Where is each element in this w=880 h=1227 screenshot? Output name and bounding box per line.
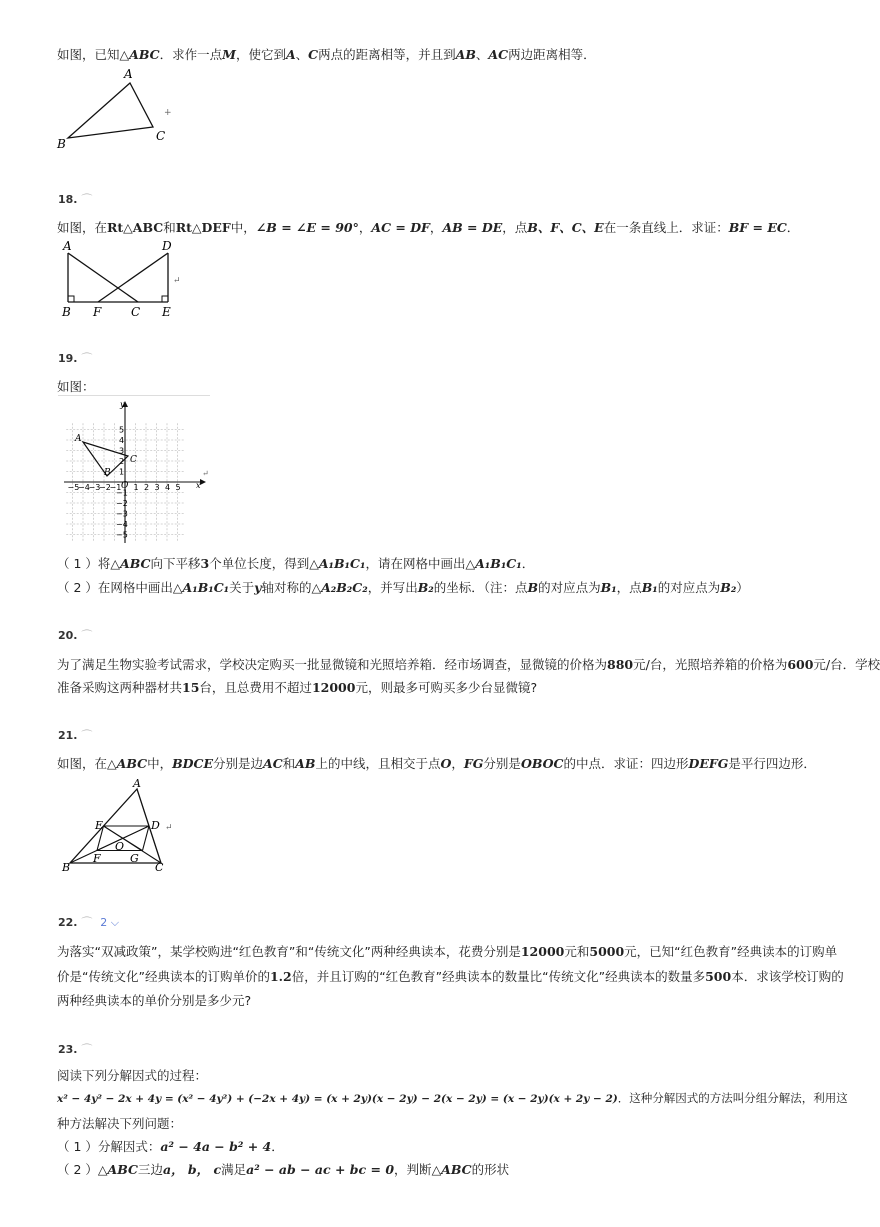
q21-quad-defg: DEFG (688, 756, 729, 771)
q21-medians: BDCE (172, 756, 213, 771)
q19-text: 个单位长度，得到 (209, 556, 310, 571)
q19-part2 (57, 578, 749, 596)
q17-label-b: B (57, 137, 66, 151)
q20-text: 准备采购这两种器材共 (57, 680, 183, 695)
q20-text: 元，则最多可购买多少台显微镜? (355, 680, 538, 695)
q22-badge-count: 2 (100, 916, 108, 929)
q17-label-c: C (156, 129, 166, 143)
q19-triangle: △ABC (110, 556, 151, 571)
q18-angle-condition: ∠B = ∠E = 90° (255, 220, 359, 235)
q23-part1-expression: a² − 4a − b² + 4 (160, 1139, 272, 1154)
q23-part1-index: （ 1 ）分解因式： (57, 1139, 161, 1154)
q23-intro-text: 阅读下列分解因式的过程： (57, 1068, 208, 1083)
q18-eq-bf-ec: BF = EC (728, 220, 787, 235)
x-tick-label: 4 (165, 483, 171, 492)
q18-mark: ↵ (173, 276, 181, 286)
q19-collapse-icon[interactable]: ⌒ (81, 352, 93, 365)
q22-badge[interactable] (100, 916, 119, 929)
q21-text: 分别是 (483, 756, 521, 771)
y-tick-label: 2 (119, 457, 125, 466)
q23-triangle: △ABC (97, 1162, 138, 1177)
q22-cost-red: 12000 (520, 944, 565, 959)
q17-text: 如图，已知 (57, 47, 120, 62)
q17-mark: + (164, 108, 172, 118)
q19-text: ） (736, 580, 749, 595)
q17-text: 、 (475, 47, 489, 62)
q19-triangle-a1b1c1: △A₁B₁C₁ (309, 556, 366, 571)
q18-text: 和 (163, 220, 176, 235)
q23-text: 种方法解决下列问题： (57, 1116, 183, 1131)
q19-text: 向下平移 (150, 556, 201, 571)
q18-rt-def: Rt△DEF (175, 220, 231, 235)
x-tick-label: −3 (88, 483, 101, 492)
q23-collapse-icon[interactable]: ⌒ (81, 1043, 93, 1056)
y-tick-label: 4 (119, 436, 125, 445)
q22-text: 本．求该学校订购的 (731, 969, 844, 984)
q23-text: ． (271, 1139, 284, 1154)
q18-text: ． (786, 220, 800, 235)
q19-point-b2: B₂ (417, 580, 434, 595)
q23-text: ．这种分解因式的方法叫分组分解法，利用这 (617, 1091, 848, 1105)
q21-number: 21. (58, 729, 78, 742)
y-tick-label: −1 (116, 488, 128, 498)
q20-incubator-price: 600 (787, 657, 814, 672)
q23-formula: x² − 4y² − 2x + 4y = (x² − 4y²) + (−2x + 4y) = (x + 2y)(x − 2y) − 2(x − 2y) = (x − 2y)(x + 2y − 2) (57, 1093, 618, 1105)
q20-text: 元/台，光照培养箱的价格为 (633, 657, 788, 672)
q21-figure (55, 775, 190, 875)
q23-part2-expression: a² − ab − ac + bc = 0 (246, 1162, 395, 1177)
y-tick-label: −4 (116, 520, 128, 529)
q21-text: ， (451, 756, 464, 771)
q19-triangle-a2b2c2: △A₂B₂C₂ (311, 580, 368, 595)
q23-sides: a， b， c (162, 1162, 222, 1177)
q18-label-e: E (162, 305, 171, 319)
x-tick-label: 2 (144, 483, 150, 492)
q21-text: 分别是边 (212, 756, 263, 771)
q20-microscope-price: 880 (607, 657, 634, 672)
q17-statement (57, 45, 596, 63)
q23-text: 的形状 (471, 1162, 510, 1177)
q23-number: 23. (58, 1043, 78, 1056)
q21-label-f: F (93, 852, 101, 865)
q22-price-ratio: 1.2 (269, 969, 292, 984)
q17-text: ．求作一点 (159, 47, 223, 62)
q19-y-axis-ref: y (254, 580, 262, 595)
q22-number: 22. (58, 916, 78, 929)
q22-text: 为落实“双减政策”，某学校购进“红色教育”和“传统文化”两种经典读本，花费分别是 (57, 944, 521, 959)
q17-text: 两点的距离相等，并且到 (318, 47, 456, 62)
q21-text: 中， (147, 756, 173, 771)
q18-text: ， (429, 220, 443, 235)
y-tick-label: −2 (116, 499, 128, 508)
q19-label-a: A (75, 434, 82, 444)
q17-text: 两边距离相等． (508, 47, 596, 62)
q18-label-f: F (93, 305, 102, 319)
q21-statement (57, 754, 816, 772)
q18-statement (57, 218, 799, 236)
x-tick-label: 1 (133, 483, 139, 492)
q17-triangle: △ABC (119, 47, 160, 62)
q23-text: 满足 (221, 1162, 247, 1177)
q21-triangle: △ABC (107, 756, 148, 771)
q21-label-b: B (62, 861, 71, 874)
q20-text: 台，且总费用不超过 (199, 680, 312, 695)
q22-text: 元，已知“红色教育”经典读本的订购单 (624, 944, 838, 959)
q19-part2-index: （ 2 ）在网格中画出 (57, 580, 173, 595)
q18-text: 如图，在 (57, 220, 108, 235)
q19-text: ． (521, 556, 535, 571)
q21-points-fg: FG (463, 756, 484, 771)
q21-header (58, 727, 92, 743)
q23-formula-line (57, 1090, 848, 1106)
q21-label-d: D (151, 819, 160, 832)
q17-label-a: A (124, 67, 133, 81)
q21-text: 上的中线，且相交于点 (315, 756, 441, 771)
q18-collapse-icon[interactable]: ⌒ (81, 193, 93, 206)
q20-text: 为了满足生物实验考试需求，学校决定购买一批显微镜和光照培养箱．经市场调查，显微镜的价格为 (57, 657, 608, 672)
x-tick-label: −1 (109, 483, 122, 492)
q20-line1 (57, 655, 880, 673)
y-tick-label: 5 (119, 425, 125, 435)
q17-side-ab: AB (455, 47, 476, 62)
q21-text: 和 (282, 756, 296, 771)
q22-cost-traditional: 5000 (589, 944, 625, 959)
q22-quantity-diff: 500 (705, 969, 732, 984)
q17-point-c: C (308, 47, 319, 62)
q23-line2 (57, 1114, 182, 1132)
q23-header (58, 1041, 92, 1057)
x-tick-label: −5 (67, 483, 80, 492)
q17-text: 、 (295, 47, 309, 62)
q19-point-b1: B₁ (641, 580, 658, 595)
q19-mark: ↵ (202, 469, 209, 478)
q21-point-o: O (440, 756, 452, 771)
q22-line2 (57, 967, 844, 985)
q19-text: ，点 (616, 580, 642, 595)
q17-point-a: A (285, 47, 296, 62)
q21-label-o: O (115, 840, 125, 853)
q21-collapse-icon[interactable]: ⌒ (81, 729, 93, 742)
q19-part1 (57, 554, 534, 572)
q20-collapse-icon[interactable]: ⌒ (81, 629, 93, 642)
x-tick-label: −2 (99, 483, 111, 492)
q19-axis-y-label: y (120, 400, 125, 409)
q22-text: 价是“传统文化”经典读本的订购单价的 (57, 969, 270, 984)
q22-header (58, 914, 119, 930)
q19-point-b2: B₂ (720, 580, 737, 595)
q21-segments-ob-oc: OBOC (520, 756, 564, 771)
q18-label-a: A (63, 239, 72, 253)
chevron-down-icon: ⌵ (110, 916, 120, 929)
q23-text: ，判断 (394, 1162, 432, 1177)
q19-text: 轴对称的 (261, 580, 312, 595)
q19-text: ，请在网格中画出 (365, 556, 466, 571)
q21-label-g: G (130, 852, 139, 865)
q19-point-b: B (527, 580, 539, 595)
q23-part1 (57, 1137, 284, 1155)
q20-line2 (57, 678, 537, 696)
q18-label-c: C (131, 305, 141, 319)
q19-text: 关于 (229, 580, 255, 595)
q20-text: 元/台．学校 (813, 657, 880, 672)
q21-label-e: E (95, 819, 104, 832)
x-tick-label: −4 (78, 483, 90, 492)
q18-number: 18. (58, 193, 78, 206)
y-tick-label: −3 (116, 509, 128, 519)
q21-mark: ↵ (165, 823, 173, 833)
y-tick-label: 3 (119, 446, 125, 456)
q18-eq-ab-de: AB = DE (442, 220, 503, 235)
q22-line1 (57, 942, 837, 960)
q22-line3 (57, 991, 251, 1009)
x-tick-label: 5 (175, 483, 181, 492)
q17-figure (50, 62, 190, 157)
q22-text: 元和 (564, 944, 590, 959)
q18-rt-abc: Rt△ABC (107, 220, 164, 235)
q19-shift-units: 3 (200, 556, 210, 571)
q23-triangle: △ABC (431, 1162, 472, 1177)
q19-label-o: O (121, 481, 129, 491)
q22-text: 两种经典读本的单价分别是多少元? (57, 993, 252, 1008)
q19-text: ，并写出 (367, 580, 418, 595)
q20-header (58, 627, 92, 643)
y-tick-label: −5 (116, 530, 128, 540)
q18-text: ，点 (502, 220, 528, 235)
q20-total-count: 15 (182, 680, 200, 695)
q19-axis-x-label: x (196, 481, 201, 490)
q18-text: 在一条直线上．求证： (603, 220, 729, 235)
q19-text: 的对应点为 (538, 580, 601, 595)
q21-label-a: A (133, 777, 141, 790)
q19-header (58, 350, 92, 366)
q23-part2 (57, 1160, 509, 1178)
q21-text: 如图，在 (57, 756, 108, 771)
q17-side-ac: AC (488, 47, 509, 62)
q18-label-b: B (62, 305, 71, 319)
q22-collapse-icon[interactable]: ⌒ (81, 916, 93, 929)
q19-triangle-a1b1c1: △A₁B₁C₁ (465, 556, 522, 571)
q21-label-c: C (155, 861, 164, 874)
q19-point-b1: B₁ (600, 580, 617, 595)
q19-number: 19. (58, 352, 78, 365)
q18-figure (55, 238, 195, 320)
y-tick-label: 1 (119, 467, 125, 477)
q18-text: 中， (230, 220, 256, 235)
q23-part2-index: （ 2 ） (57, 1162, 98, 1177)
q23-text: 三边 (137, 1162, 163, 1177)
q19-label-c: C (130, 455, 137, 465)
q19-text: 的对应点为 (657, 580, 721, 595)
q21-side-ac: AC (263, 756, 283, 771)
q18-eq-ac-df: AC = DF (371, 220, 430, 235)
q19-part1-index: （ 1 ）将 (57, 556, 111, 571)
q19-intro (57, 377, 95, 395)
q19-intro-text: 如图： (57, 379, 95, 394)
q20-budget: 12000 (311, 680, 356, 695)
q18-text: ， (358, 220, 372, 235)
x-tick-label: 3 (154, 483, 160, 492)
q17-text: ，使它到 (235, 47, 286, 62)
q20-number: 20. (58, 629, 78, 642)
q19-grid-figure (58, 395, 213, 545)
q19-label-b: B (104, 468, 111, 478)
q21-text: 是平行四边形． (728, 756, 816, 771)
q18-label-d: D (162, 239, 172, 253)
q23-intro (57, 1066, 207, 1084)
q18-header (58, 191, 92, 207)
q19-text: 的坐标．（注：点 (433, 580, 528, 595)
q18-points: B、F、C、E (527, 220, 604, 235)
q19-triangle-a1b1c1: △A₁B₁C₁ (172, 580, 230, 595)
q21-text: 的中点．求证：四边形 (563, 756, 689, 771)
q21-side-ab: AB (295, 756, 316, 771)
q22-text: 倍，并且订购的“红色教育”经典读本的数量比“传统文化”经典读本的数量多 (291, 969, 706, 984)
q17-point-m: M (222, 47, 236, 62)
